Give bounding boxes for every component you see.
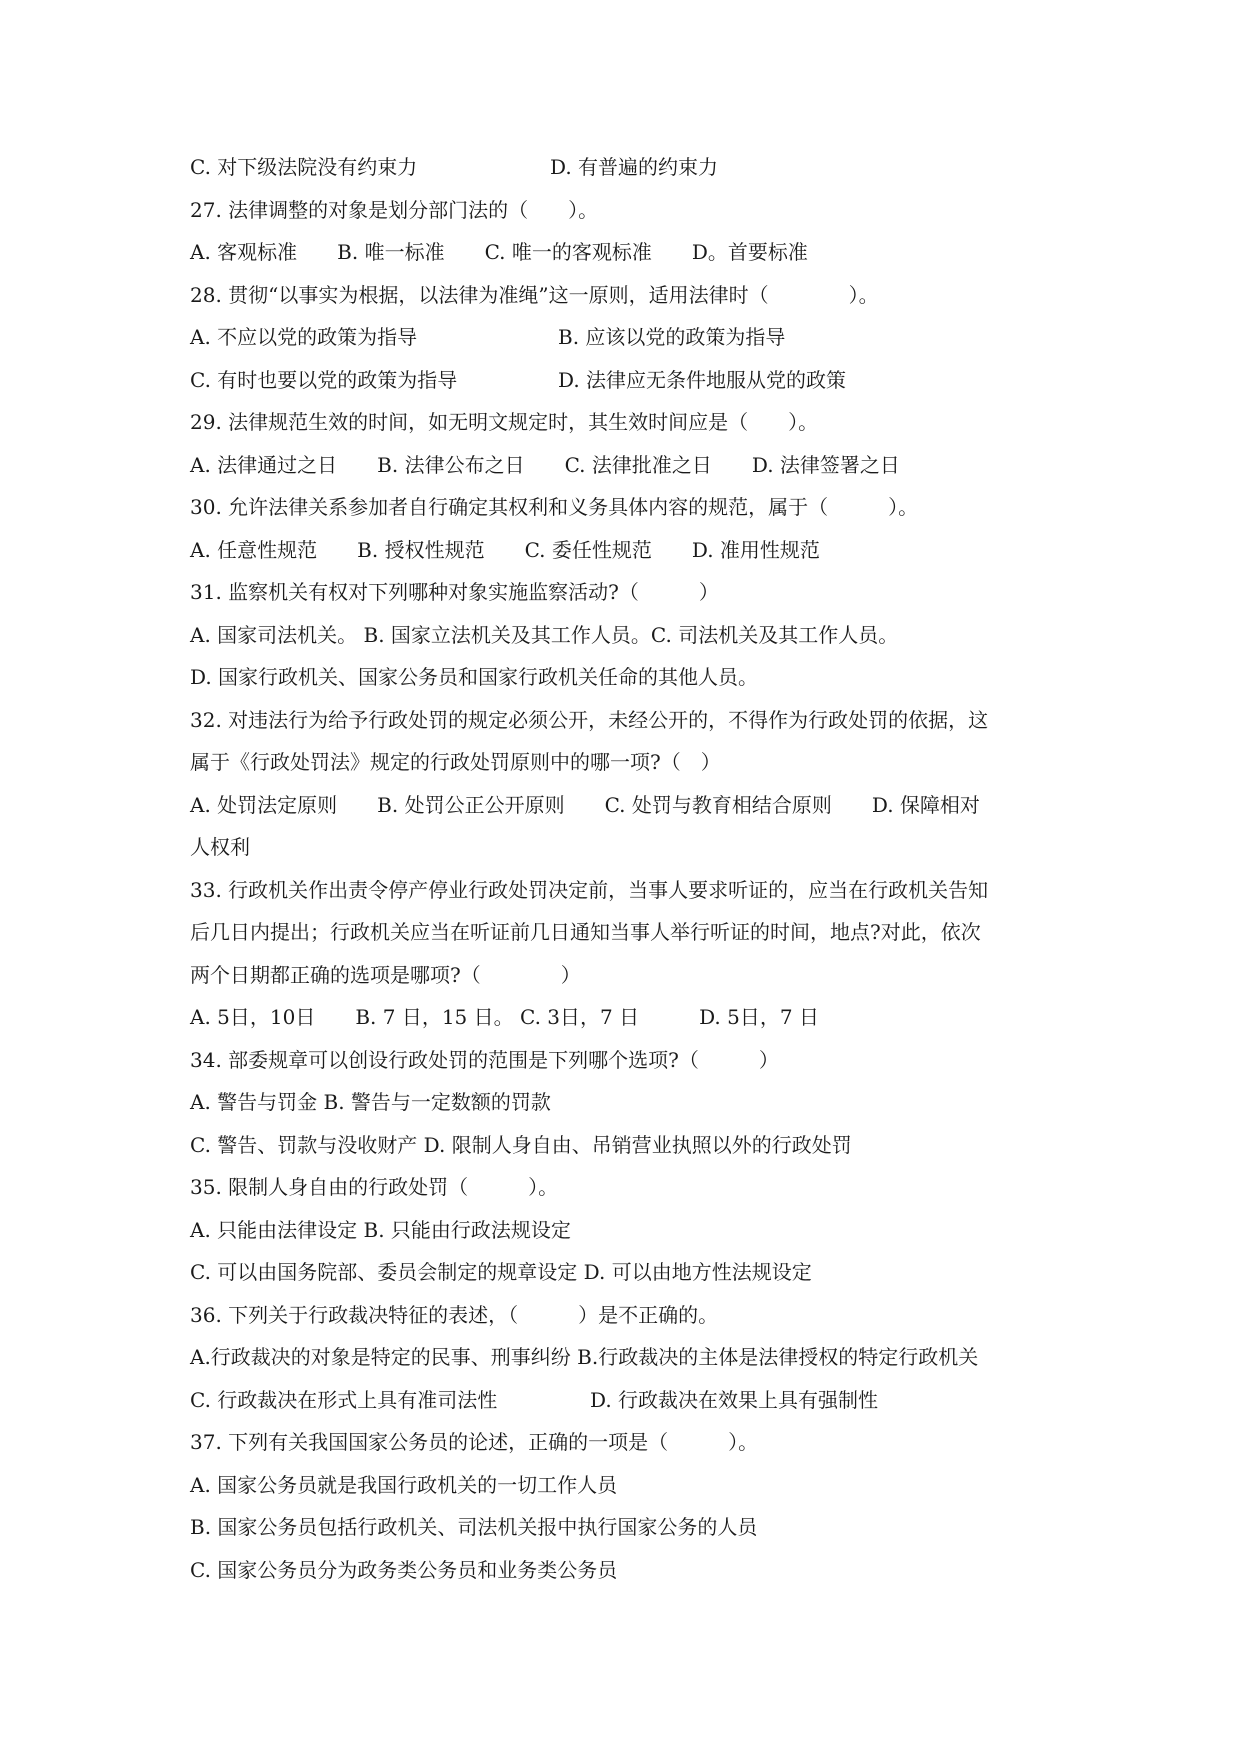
options-line bbox=[190, 826, 1070, 869]
option-text: B. 国家公务员包括行政机关、司法机关报中执行国家公务的人员 bbox=[190, 1515, 758, 1539]
question-line bbox=[190, 869, 1070, 912]
option-text: 人权利 bbox=[190, 835, 250, 859]
option-text: B. 应该以党的政策为指导 bbox=[558, 325, 786, 349]
option-text: A. 只能由法律设定 B. 只能由行政法规设定 bbox=[190, 1217, 571, 1242]
option-text: C. 对下级法院没有约束力 bbox=[190, 155, 418, 179]
options-line bbox=[190, 444, 1070, 487]
question-text: 31. 监察机关有权对下列哪种对象实施监察活动?（ ） bbox=[190, 580, 719, 604]
question-list bbox=[190, 146, 1070, 1591]
options-line bbox=[190, 1251, 1070, 1294]
option-text: C. 可以由国务院部、委员会制定的规章设定 D. 可以由地方性法规设定 bbox=[190, 1260, 812, 1284]
options-line bbox=[190, 316, 1070, 359]
question-line bbox=[190, 911, 1070, 954]
text-line bbox=[190, 146, 1070, 189]
options-line bbox=[190, 529, 1070, 572]
option-text: A.行政裁决的对象是特定的民事、刑事纠纷 B.行政裁决的主体是法律授权的特定行政机关 bbox=[190, 1345, 979, 1369]
options-line bbox=[190, 231, 1070, 274]
option-text: A. 处罚法定原则 B. 处罚公正公开原则 C. 处罚与教育相结合原则 D. 保障相对 bbox=[190, 792, 980, 817]
option-text: C. 有时也要以党的政策为指导 bbox=[190, 367, 458, 392]
question-text: 28. 贯彻“以事实为根据，以法律为准绳”这一原则，适用法律时（ ）。 bbox=[190, 282, 879, 307]
question-line bbox=[190, 486, 1070, 529]
options-line bbox=[190, 784, 1070, 827]
question-line bbox=[190, 571, 1070, 614]
options-line bbox=[190, 1549, 1070, 1592]
option-text: A. 法律通过之日 B. 法律公布之日 C. 法律批准之日 D. 法律签署之日 bbox=[190, 452, 900, 477]
question-text: 37. 下列有关我国国家公务员的论述，正确的一项是（ ）。 bbox=[190, 1430, 759, 1454]
option-text: A. 任意性规范 B. 授权性规范 C. 委任性规范 D. 准用性规范 bbox=[190, 537, 820, 562]
question-line bbox=[190, 1039, 1070, 1082]
question-line bbox=[190, 699, 1070, 742]
option-text: A. 客观标准 B. 唯一标准 C. 唯一的客观标准 D。首要标准 bbox=[190, 240, 808, 264]
option-text: D. 国家行政机关、国家公务员和国家行政机关任命的其他人员。 bbox=[190, 665, 759, 689]
options-line bbox=[190, 1081, 1070, 1124]
question-text: 后几日内提出；行政机关应当在听证前几日通知当事人举行听证的时间，地点?对此，依次 bbox=[190, 920, 981, 944]
question-text: 29. 法律规范生效的时间，如无明文规定时，其生效时间应是（ ）。 bbox=[190, 410, 819, 434]
option-text: A. 国家公务员就是我国行政机关的一切工作人员 bbox=[190, 1472, 618, 1497]
question-line bbox=[190, 401, 1070, 444]
question-line bbox=[190, 1294, 1070, 1337]
options-line bbox=[190, 1379, 1070, 1422]
options-line bbox=[190, 656, 1070, 699]
options-line bbox=[190, 1506, 1070, 1549]
question-text: 33. 行政机关作出责令停产停业行政处罚决定前，当事人要求听证的，应当在行政机关告知 bbox=[190, 877, 989, 902]
question-text: 35. 限制人身自由的行政处罚（ ）。 bbox=[190, 1175, 559, 1199]
question-line bbox=[190, 274, 1070, 317]
question-text: 两个日期都正确的选项是哪项?（ ） bbox=[190, 962, 581, 987]
options-line bbox=[190, 996, 1070, 1039]
question-text: 36. 下列关于行政裁决特征的表述，（ ）是不正确的。 bbox=[190, 1302, 719, 1327]
question-line bbox=[190, 954, 1070, 997]
question-text: 32. 对违法行为给予行政处罚的规定必须公开，未经公开的，不得作为行政处罚的依据，这 bbox=[190, 707, 989, 732]
options-line bbox=[190, 1124, 1070, 1167]
option-text: A. 警告与罚金 B. 警告与一定数额的罚款 bbox=[190, 1090, 551, 1114]
option-text: D. 有普遍的约束力 bbox=[550, 155, 719, 179]
question-line bbox=[190, 741, 1070, 784]
options-line bbox=[190, 1464, 1070, 1507]
options-line bbox=[190, 1336, 1070, 1379]
question-text: 27. 法律调整的对象是划分部门法的（ ）。 bbox=[190, 197, 599, 222]
question-text: 34. 部委规章可以创设行政处罚的范围是下列哪个选项?（ ） bbox=[190, 1047, 779, 1072]
options-line bbox=[190, 614, 1070, 657]
option-text: A. 5日，10日 B. 7 日，15 日。 C. 3日，7 日 D. 5日，7 日 bbox=[190, 1005, 819, 1029]
option-text: A. 不应以党的政策为指导 bbox=[190, 325, 418, 349]
question-text: 30. 允许法律关系参加者自行确定其权利和义务具体内容的规范，属于（ ）。 bbox=[190, 495, 919, 519]
question-line bbox=[190, 189, 1070, 232]
option-text: C. 警告、罚款与没收财产 D. 限制人身自由、吊销营业执照以外的行政处罚 bbox=[190, 1132, 852, 1157]
question-line bbox=[190, 1166, 1070, 1209]
question-line bbox=[190, 1421, 1070, 1464]
options-line bbox=[190, 1209, 1070, 1252]
options-line bbox=[190, 359, 1070, 402]
question-text: 属于《行政处罚法》规定的行政处罚原则中的哪一项?（ ） bbox=[190, 750, 721, 774]
option-text: D. 法律应无条件地服从党的政策 bbox=[558, 367, 847, 392]
option-text: C. 国家公务员分为政务类公务员和业务类公务员 bbox=[190, 1557, 618, 1582]
option-text: A. 国家司法机关。 B. 国家立法机关及其工作人员。C. 司法机关及其工作人员。 bbox=[190, 622, 899, 647]
option-text: C. 行政裁决在形式上具有准司法性 bbox=[190, 1387, 498, 1412]
option-text: D. 行政裁决在效果上具有强制性 bbox=[590, 1387, 879, 1412]
